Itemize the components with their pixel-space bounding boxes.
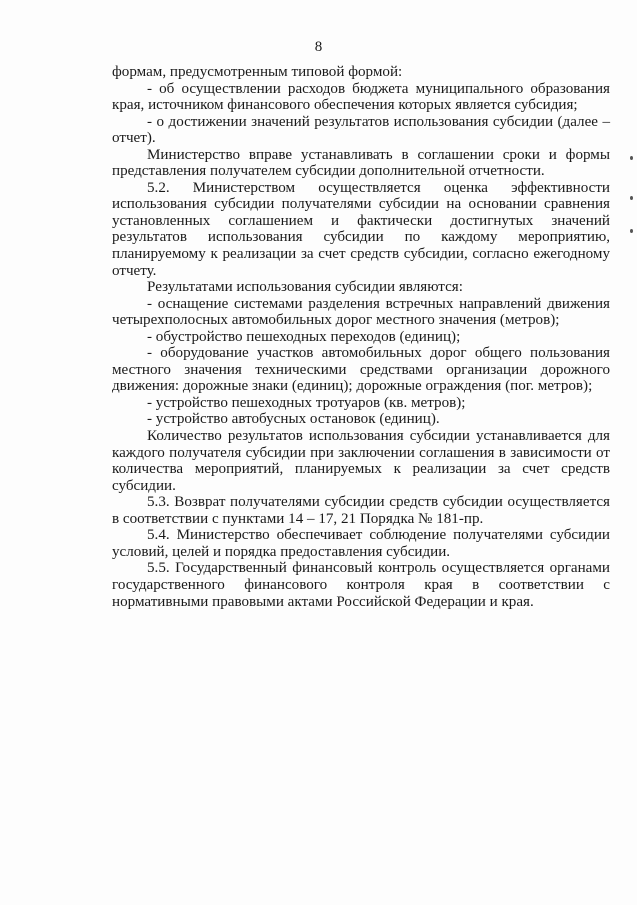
list-item: - устройство пешеходных тротуаров (кв. метров); xyxy=(147,394,466,411)
list-item: - устройство автобусных остановок (единиц). xyxy=(147,411,440,428)
paragraph: Результатами использования субсидии являются: xyxy=(147,279,463,296)
page-number: 8 xyxy=(314,39,323,55)
paragraph: Министерство вправе устанавливать в соглашении сроки и формы представления получателем субсидии дополнительной отчетности. xyxy=(112,146,610,180)
list-item: - оборудование участков автомобильных дорог общего пользования местного значения техническими средствами организации дорожного движения: дорожные знаки (единиц); дорожные ограждения (пог. метров); xyxy=(112,345,610,395)
list-item: - обустройство пешеходных переходов (единиц); xyxy=(147,328,461,345)
paragraph: формам, предусмотренным типовой формой: xyxy=(112,64,403,80)
paragraph: 5.5. Государственный финансовый контроль осуществляется органами государственного финансового контроля края в соответствии с нормативными правовыми актами Российской Федерации и края. xyxy=(112,560,610,610)
paragraph: Количество результатов использования субсидии устанавливается для каждого получателя субсидии при заключении соглашения в зависимости от количества мероприятий, планируемых к реализации за счет средств субсидии. xyxy=(112,428,610,494)
paragraph: 5.2. Министерством осуществляется оценка эффективности использования субсидии получателями субсидии на основании сравнения установленных соглашением и фактически достигнутых значений результатов использования субсидии по каждому мероприятию, планируемому к реализации за счет средств субсидии, согласно ежегодному отчету. xyxy=(112,179,610,279)
paragraph: 5.4. Министерство обеспечивает соблюдение получателями субсидии условий, целей и порядка предоставления субсидии. xyxy=(112,527,610,560)
scan-mark xyxy=(630,196,633,200)
paragraph: 5.3. Возврат получателями субсидии средств субсидии осуществляется в соответствии с пунктами 14 – 17, 21 Порядка № 181-пр. xyxy=(112,494,610,527)
document-body xyxy=(112,64,610,610)
scan-mark xyxy=(630,229,633,233)
scan-mark xyxy=(630,156,633,160)
list-item: - оснащение системами разделения встречных направлений движения четырехполосных автомобильных дорог местного значения (метров); xyxy=(112,295,610,329)
list-item: - об осуществлении расходов бюджета муниципального образования края, источником финансового обеспечения которых является субсидия; xyxy=(112,80,610,114)
list-item: - о достижении значений результатов использования субсидии (далее – отчет). xyxy=(112,113,610,147)
